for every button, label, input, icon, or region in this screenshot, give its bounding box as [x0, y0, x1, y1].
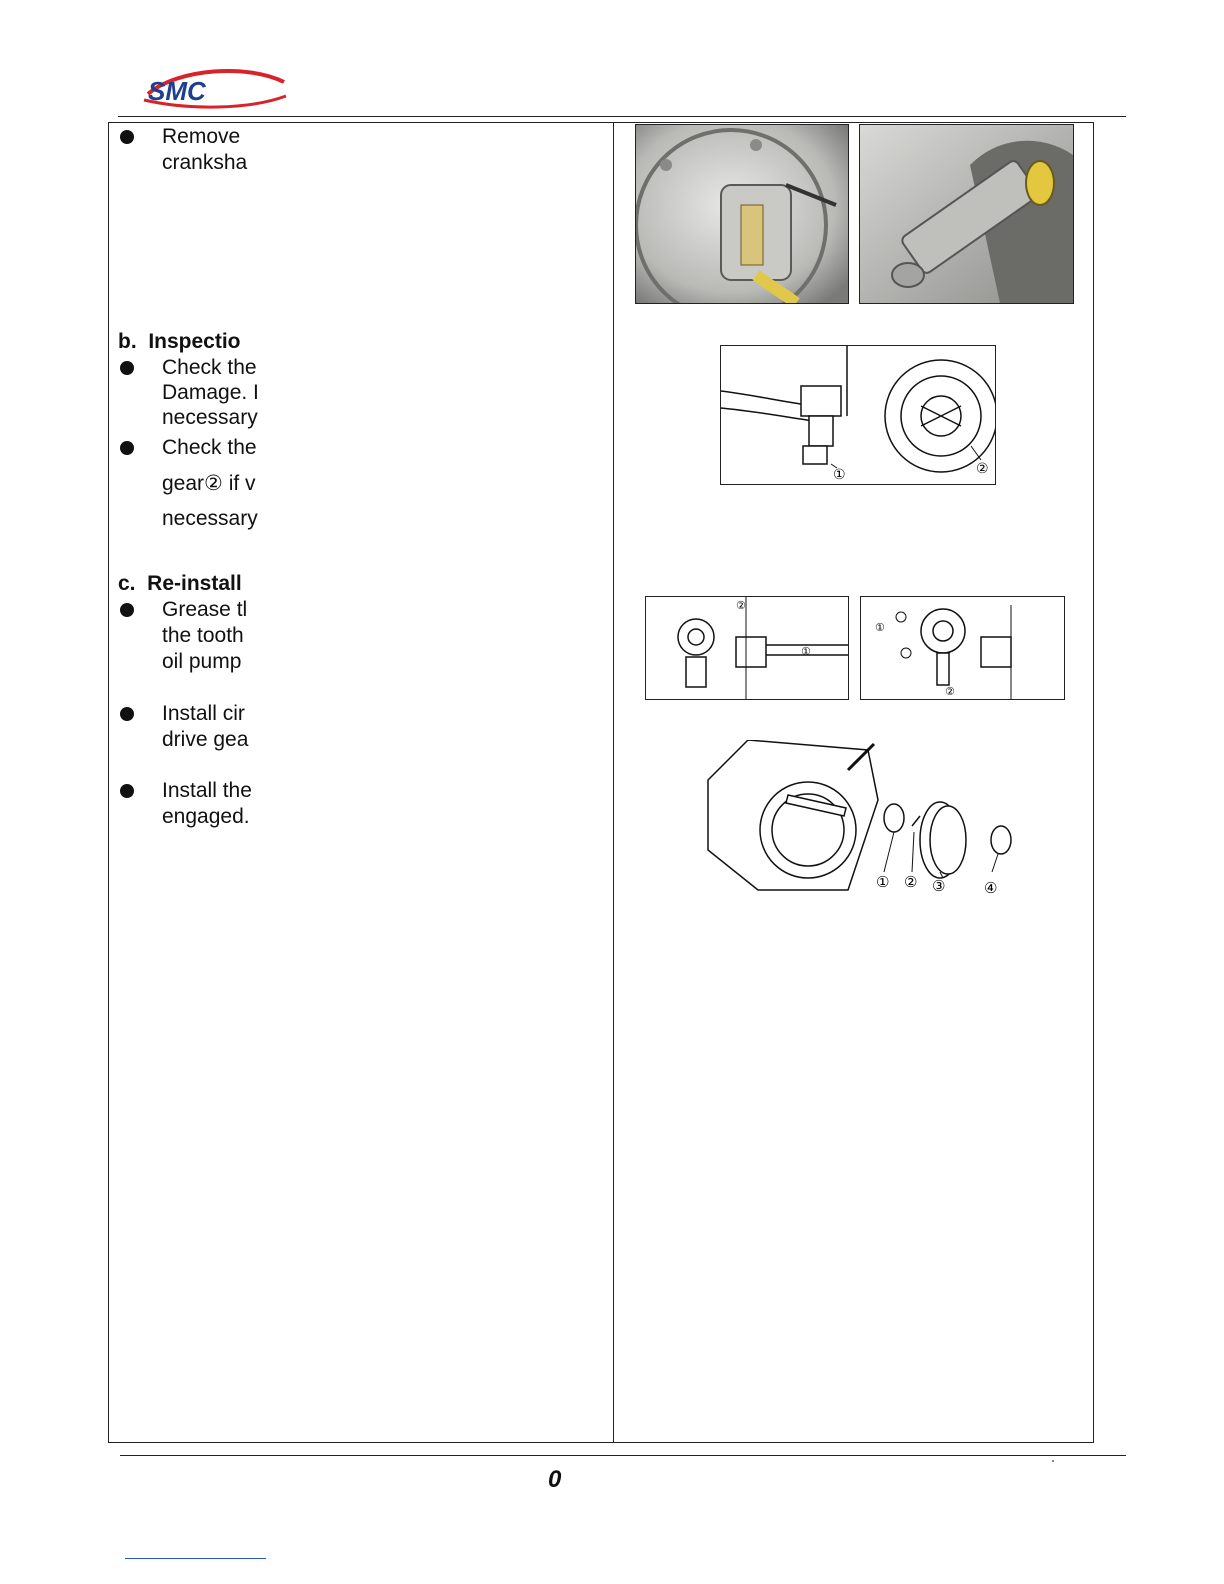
reinstall-1-line-3: oil pump [162, 650, 242, 673]
engine-photo-left [635, 124, 849, 304]
header-rule [118, 116, 1126, 117]
bullet [120, 603, 134, 617]
reinstall-1-line-1: Grease tl [162, 598, 248, 621]
smc-logo [138, 66, 290, 116]
callout-1: ① [801, 645, 811, 658]
bullet [120, 707, 134, 721]
grease-diagram-left [645, 596, 849, 700]
reinstall-2-line-2: drive gea [162, 728, 249, 751]
remove-line-2: cranksha [162, 151, 248, 174]
bullet [120, 441, 134, 455]
oil-pump-gear-diagram [720, 345, 996, 485]
engine-photo-right [859, 124, 1074, 304]
speck [1052, 1460, 1054, 1462]
remove-line-1: Remove [162, 125, 241, 148]
inspection-2-line-3: necessary [162, 507, 258, 530]
bullet [120, 130, 134, 144]
reinstall-heading: c. Re-install [118, 572, 242, 595]
footer-rule [120, 1455, 1126, 1456]
page-number: 0 [548, 1466, 562, 1493]
callout-2: ② [736, 599, 746, 612]
inspection-heading: b. Inspectio [118, 330, 241, 353]
circlip-exploded-diagram [698, 740, 1024, 900]
inspection-1-line-1: Check the [162, 356, 257, 379]
inspection-2-line-1: Check the [162, 436, 257, 459]
reinstall-2-line-1: Install cir [162, 702, 245, 725]
callout-4: ④ [984, 879, 998, 897]
inspection-1-line-3: necessary [162, 406, 258, 429]
callout-2: ② [904, 873, 918, 891]
grease-diagram-right [860, 596, 1065, 700]
footer-link-underline[interactable] [125, 1558, 266, 1559]
reinstall-3-line-2: engaged. [162, 805, 250, 828]
inspection-1-line-2: Damage. I [162, 381, 259, 404]
column-divider [613, 122, 614, 1443]
inspection-2-line-2: gear② if v [162, 472, 256, 495]
bullet [120, 361, 134, 375]
callout-3: ③ [932, 877, 946, 895]
callout-1: ① [875, 621, 885, 634]
callout-2: ② [945, 685, 955, 698]
reinstall-1-line-2: the tooth [162, 624, 244, 647]
logo-text: SMC [148, 76, 206, 106]
callout-1: ① [833, 467, 846, 483]
callout-2: ② [976, 461, 989, 477]
bullet [120, 784, 134, 798]
callout-1: ① [876, 873, 890, 891]
reinstall-3-line-1: Install the [162, 779, 252, 802]
